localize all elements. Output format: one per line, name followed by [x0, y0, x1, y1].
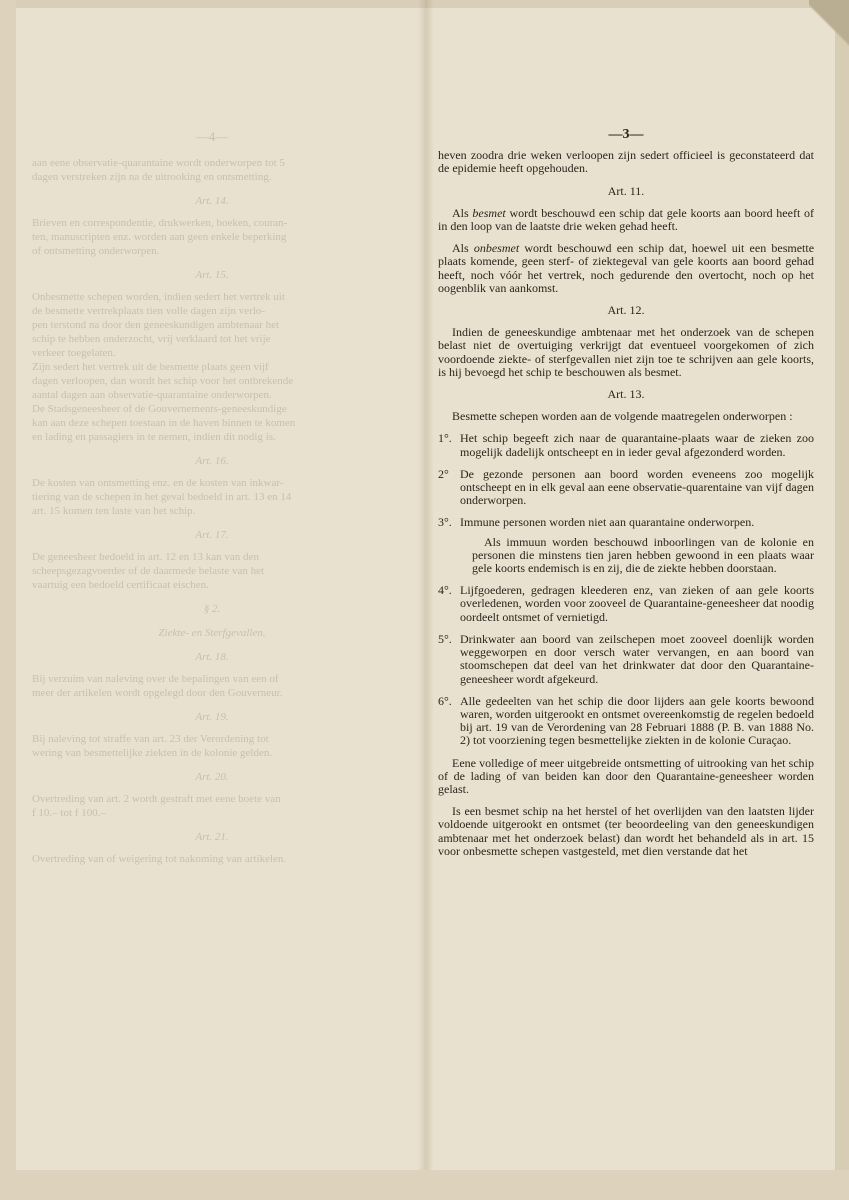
bleed-through-line: dagen verloopen, dan wordt het schip voor het ontbrekende: [32, 375, 294, 387]
bleed-through-line: Art. 17.: [195, 529, 229, 541]
list-item: [438, 633, 814, 686]
bleed-through-line: Art. 21.: [195, 831, 229, 843]
bleed-through-line: kan aan deze schepen toestaan in de haven binnen te komen: [32, 417, 296, 429]
item-number: 2°: [438, 466, 449, 481]
list-item: [438, 695, 814, 748]
bleed-through-line: meer der artikelen wordt opgelegd door den Gouverneur.: [32, 687, 283, 699]
bleed-through-line: Brieven en correspondentie, drukwerken, boeken, couran-: [32, 217, 288, 229]
list-item: [438, 584, 814, 624]
bleed-through-line: Art. 19.: [195, 711, 229, 723]
article-12-paragraph: Indien de geneeskundige ambtenaar met het onderzoek van de schepen belast niet de overtuiging verkrijgt dat eventueel voorgekomen of zich voordoende ziekte- of sterfgevallen niet zijn toe te schrijven aan gele koorts, is hij bevoegd het schip te beschouwen als besmet.: [438, 325, 814, 379]
article-12-heading: Art. 12.: [607, 303, 645, 318]
bleed-through-line: schip te hebben onderzocht, vrij verklaard tot het vrije: [32, 333, 271, 345]
bleed-through-line: vaartuig een bedoeld certificaat eischen.: [32, 579, 209, 591]
bleed-through-line: de besmette vertrekplaats tien volle dagen zijn verlo-: [32, 305, 266, 317]
onbesmet-term: onbesmet: [473, 241, 520, 256]
list-item: [438, 516, 814, 575]
item-number: 6°.: [438, 693, 452, 708]
item-sub-paragraph: Als immuun worden beschouwd inboorlingen van de kolonie en personen die minstens tien jaren hebben gewoond in een plaats waar gele koorts endemisch is en zij, die de ziekte hebben doorstaan.: [472, 534, 814, 576]
bleed-through-line: Art. 15.: [195, 269, 229, 281]
bleed-through-line: f 10.– tot f 100.–: [32, 807, 106, 819]
closing-paragraph-2: Is een besmet schip na het herstel of het overlijden van den laatsten lijder voldoende uitgerookt en ontsmet (ter beoordeeling van den geneeskundigen ambtenaar met het onderzoek belast) dan wordt het behandeld als in art. 15 voor onbesmette schepen vastgesteld, met dien verstande dat het: [438, 804, 814, 858]
article-11-heading: Art. 11.: [607, 183, 645, 198]
bleed-through-line: en lading en passagiers in te nemen, indien dit nodig is.: [32, 431, 276, 443]
bleed-through-line: Overtreding van art. 2 wordt gestraft met eene boete van: [32, 793, 281, 805]
bleed-through-page-number: —4—: [195, 129, 229, 144]
bleed-through-line: tiering van de schepen in het geval bedoeld in art. 13 en 14: [32, 491, 292, 503]
item-text: Immune personen worden niet aan quarantaine onderworpen.: [460, 515, 755, 530]
item-number: 1°.: [438, 431, 452, 446]
bleed-through-line: § 2.: [203, 603, 221, 615]
page-text-column: [438, 128, 814, 867]
bleed-through-line: Ziekte- en Sterfgevallen.: [158, 627, 266, 639]
paper-left-edge: [0, 0, 16, 1200]
bleed-through-line: of ontsmetting onderworpen.: [32, 245, 160, 257]
bleed-through-line: wering van besmettelijke ziekten in de kolonie gelden.: [32, 747, 273, 759]
besmet-term: besmet: [472, 205, 506, 220]
bleed-through-line: Bij naleving tot straffe van art. 23 der Verordening tot: [32, 733, 269, 745]
article-11-besmet-paragraph: [438, 207, 814, 233]
bleed-through-line: Overtreding van of weigering tot nakoming van artikelen.: [32, 853, 287, 865]
list-item: [438, 432, 814, 458]
paper-bottom-edge: [0, 1170, 849, 1200]
center-fold: [418, 0, 434, 1200]
bleed-through-line: dagen verstreken zijn na de uitrooking en ontsmetting.: [32, 171, 272, 183]
bleed-through-text: [32, 130, 392, 866]
bleed-through-line: Art. 20.: [195, 771, 229, 783]
bleed-through-line: Art. 16.: [195, 455, 229, 467]
bleed-through-line: art. 15 komen ten laste van het schip.: [32, 505, 196, 517]
bleed-through-line: De geneesheer bedoeld in art. 12 en 13 kan van den: [32, 551, 259, 563]
bleed-through-line: scheepsgezagvoerder of de daarmede belaste van het: [32, 565, 265, 577]
item-text: De gezonde personen aan boord worden eveneens zoo mogelijk ontscheept en in elk geval aan eene observatie-quarentaine van vijf dagen onderworpen.: [460, 466, 814, 508]
onbesmet-text: wordt beschouwd een schip dat, hoewel uit een besmette plaats komende, geen sterf- of ziektegeval van gele koorts aan boord gehad heeft, noch vóór het vertrek, noch gedurende den overtocht, noch op het oogenblik van aankomst.: [438, 241, 815, 295]
item-text: Drinkwater aan boord van zeilschepen moet zooveel doenlijk worden weggeworpen en door versch water vervangen, en aan boord van stoomschepen dat deel van het drinkwater dat door den Quarantaine-geneesheer wordt afgekeurd.: [460, 631, 814, 686]
item-text: Het schip begeeft zich naar de quarantaine-plaats waar de zieken zoo mogelijk dadelijk ontscheept en in ieder geval afgezonderd worden.: [460, 431, 814, 459]
list-item: [438, 468, 814, 508]
article-11-onbesmet-paragraph: [438, 242, 814, 295]
bleed-through-line: De Stadsgeneesheer of de Gouvernements-geneeskundige: [32, 403, 287, 415]
bleed-through-line: ten, manuscripten enz. worden aan geen enkele beperking: [32, 231, 287, 243]
bleed-through-line: Art. 18.: [195, 651, 229, 663]
item-text: Lijfgoederen, gedragen kleederen enz, van zieken of aan gele koorts overledenen, worden voor zooveel de Quarantaine-geneesheer dat noodig oordeelt ontsmet of vernietigd.: [460, 583, 814, 624]
closing-paragraph-1: Eene volledige of meer uitgebreide ontsmetting of uitrooking van het schip of de lading of van beiden kan door den Quarantaine-geneesheer worden gelast.: [438, 755, 814, 796]
bleed-through-line: aantal dagen aan observatie-quarantaine onderworpen.: [32, 389, 272, 401]
item-number: 5°.: [438, 631, 452, 646]
bleed-through-line: Art. 14.: [195, 195, 229, 207]
page-number: —3—: [608, 127, 644, 142]
folded-corner: [809, 0, 849, 50]
als-word: Als: [452, 205, 469, 220]
bleed-through-line: Onbesmette schepen worden, indien sedert het vertrek uit: [32, 291, 285, 303]
bleed-through-line: Bij verzuim van naleving over de bepalingen van een of: [32, 673, 279, 685]
bleed-through-line: pen terstond na door den geneeskundigen ambtenaar het: [32, 319, 280, 331]
article-13-intro: Besmette schepen worden aan de volgende maatregelen onderworpen :: [452, 409, 793, 424]
besmet-text: wordt beschouwd een schip dat gele koorts aan boord heeft of in den loop van de laatste drie weken gehad heeft.: [438, 205, 815, 234]
bleed-through-lines: [32, 156, 392, 866]
bleed-through-line: Zijn sedert het vertrek uit de besmette plaats geen vijf: [32, 361, 269, 373]
opening-paragraph: heven zoodra drie weken verloopen zijn sedert officieel is geconstateerd dat de epidemie heeft opgehouden.: [438, 148, 814, 176]
paper-right-edge: [835, 0, 849, 1200]
item-number: 3°.: [438, 515, 452, 530]
bleed-through-line: aan eene observatie-quarantaine wordt onderworpen tot 5: [32, 157, 285, 169]
item-text: Alle gedeelten van het schip die door lijders aan gele koorts bewoond waren, worden uitgerookt en ontsmet overeenkomstig de regelen bedoeld bij art. 19 van de Verordening van 28 Februari 1888 (P. B. van 1888 No. 2) tot voorziening tegen besmettelijke ziekten in de kolonie Curaçao.: [460, 693, 814, 748]
article-13-heading: Art. 13.: [607, 387, 645, 402]
bleed-through-line: De kosten van ontsmetting enz. en de kosten van inkwar-: [32, 477, 284, 489]
als-word: Als: [452, 241, 469, 256]
bleed-through-line: verkeer toegelaten.: [32, 347, 116, 359]
item-number: 4°.: [438, 583, 452, 598]
